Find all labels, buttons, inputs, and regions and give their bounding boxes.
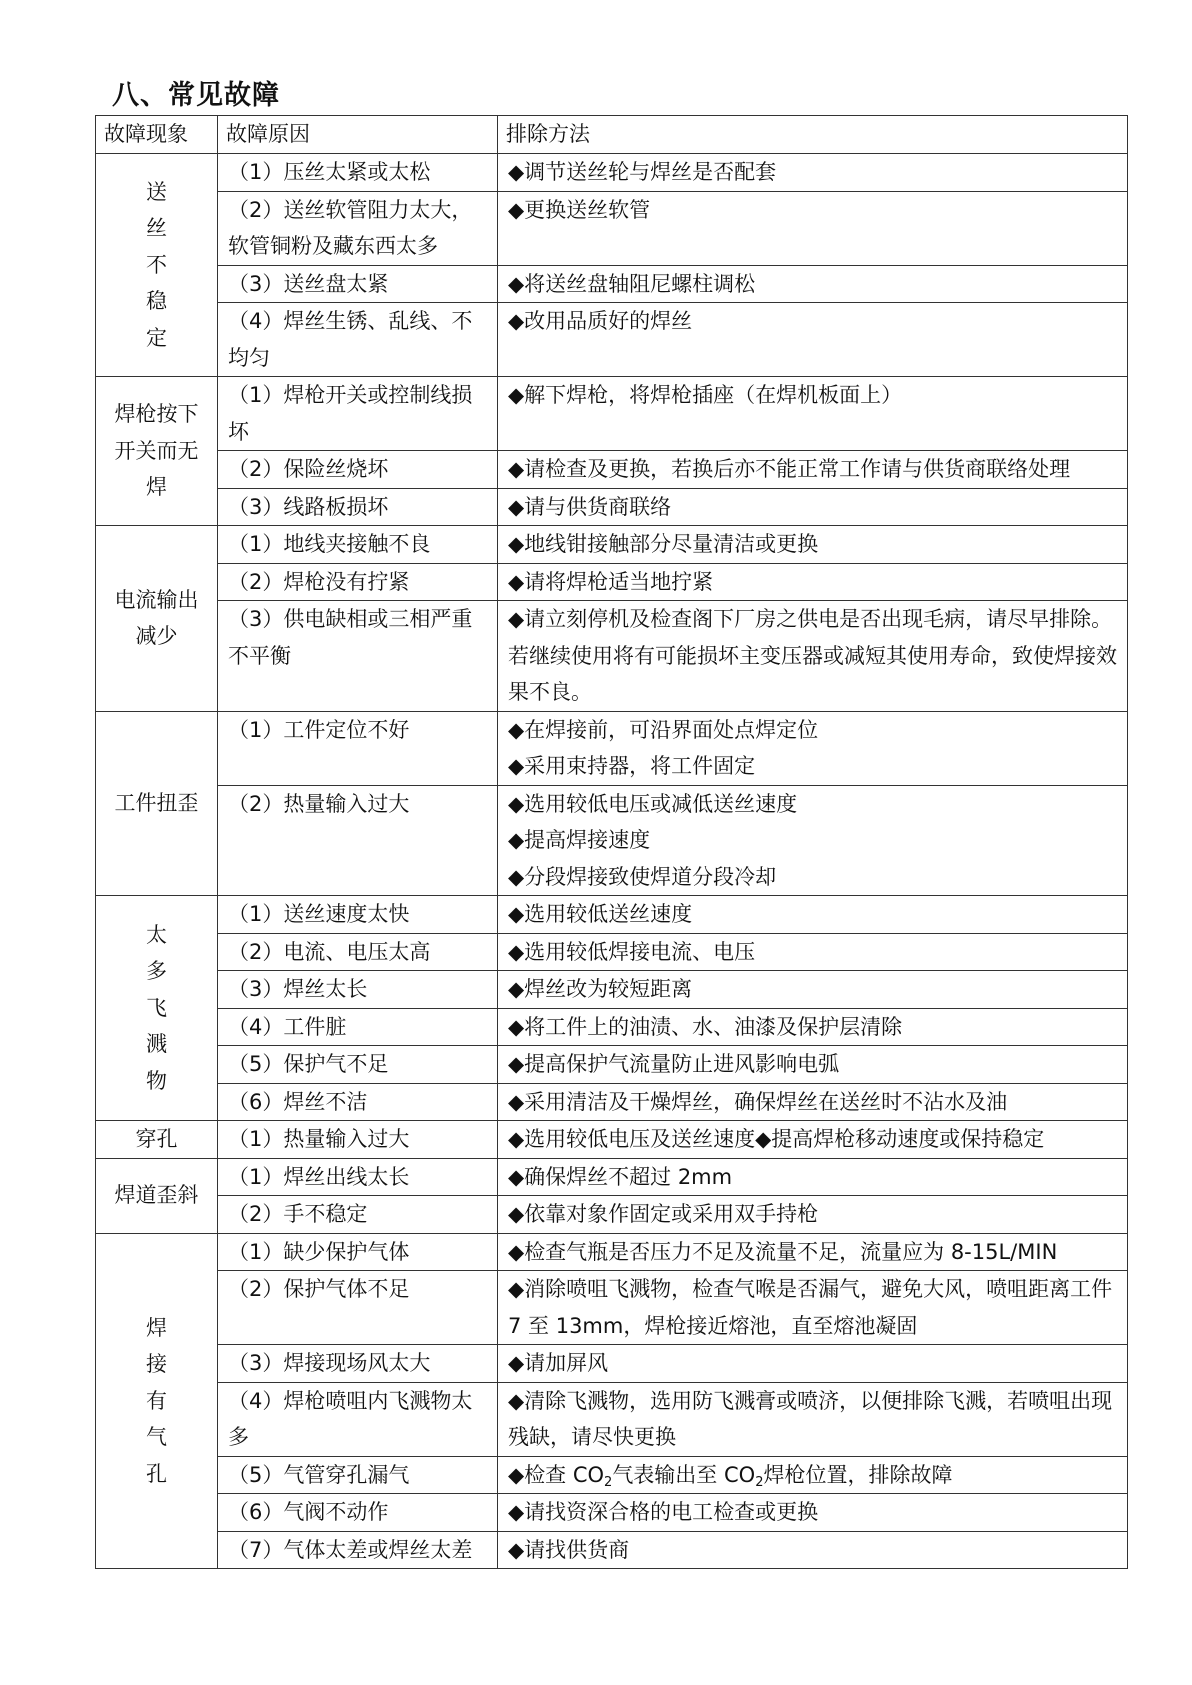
subscript: 2 bbox=[755, 1474, 764, 1490]
fix-cell: ◆地线钳接触部分尽量清洁或更换 bbox=[498, 526, 1128, 564]
troubleshooting-table bbox=[95, 115, 1128, 1569]
fix-cell: ◆请加屏风 bbox=[498, 1345, 1128, 1383]
cause-cell: （5）保护气不足 bbox=[218, 1046, 498, 1084]
header-row bbox=[96, 116, 1128, 154]
table-row bbox=[96, 1531, 1128, 1569]
cause-cell: （2）手不稳定 bbox=[218, 1196, 498, 1234]
cause-cell: （2）保险丝烧坏 bbox=[218, 451, 498, 489]
fix-cell: ◆将送丝盘轴阻尼螺柱调松 bbox=[498, 265, 1128, 303]
table-row bbox=[96, 377, 1128, 451]
cause-cell: （4）焊丝生锈、乱线、不均匀 bbox=[218, 303, 498, 377]
fix-cell: ◆将工件上的油渍、水、油漆及保护层清除 bbox=[498, 1008, 1128, 1046]
table-row bbox=[96, 1008, 1128, 1046]
cause-cell: （1）工件定位不好 bbox=[218, 711, 498, 785]
fix-cell: ◆请找供货商 bbox=[498, 1531, 1128, 1569]
fix-cell: ◆请找资深合格的电工检查或更换 bbox=[498, 1494, 1128, 1532]
cause-cell: （2）电流、电压太高 bbox=[218, 933, 498, 971]
fix-cell: ◆选用较低焊接电流、电压 bbox=[498, 933, 1128, 971]
cause-cell: （5）气管穿孔漏气 bbox=[218, 1456, 498, 1494]
fix-cell: ◆请将焊枪适当地拧紧 bbox=[498, 563, 1128, 601]
fix-cell: ◆在焊接前，可沿界面处点焊定位 ◆采用束持器，将工件固定 bbox=[498, 711, 1128, 785]
fix-cell: ◆确保焊丝不超过 2mm bbox=[498, 1158, 1128, 1196]
header-symptom: 故障现象 bbox=[96, 116, 218, 154]
fix-cell: ◆请立刻停机及检查阁下厂房之供电是否出现毛病，请尽早排除。若继续使用将有可能损坏主变压器或减短其使用寿命，致使焊接效果不良。 bbox=[498, 601, 1128, 712]
fix-cell: ◆检查气瓶是否压力不足及流量不足，流量应为 8-15L/MIN bbox=[498, 1233, 1128, 1271]
cause-cell: （2）热量输入过大 bbox=[218, 785, 498, 896]
table-row bbox=[96, 1456, 1128, 1494]
table-row bbox=[96, 971, 1128, 1009]
symptom-cell: 焊 接 有 气 孔 bbox=[96, 1233, 218, 1569]
fix-cell: ◆清除飞溅物，选用防飞溅膏或喷济，以便排除飞溅，若喷咀出现残缺，请尽快更换 bbox=[498, 1382, 1128, 1456]
table-row bbox=[96, 1121, 1128, 1159]
cause-cell: （1）送丝速度太快 bbox=[218, 896, 498, 934]
cause-cell: （1）焊丝出线太长 bbox=[218, 1158, 498, 1196]
cause-cell: （6）焊丝不洁 bbox=[218, 1083, 498, 1121]
fix-cell: ◆采用清洁及干燥焊丝，确保焊丝在送丝时不沾水及油 bbox=[498, 1083, 1128, 1121]
table-row bbox=[96, 601, 1128, 712]
cause-cell: （3）焊接现场风太大 bbox=[218, 1345, 498, 1383]
cause-cell: （1）压丝太紧或太松 bbox=[218, 154, 498, 192]
table-row bbox=[96, 1046, 1128, 1084]
cause-cell: （2）焊枪没有拧紧 bbox=[218, 563, 498, 601]
fix-cell: ◆依靠对象作固定或采用双手持枪 bbox=[498, 1196, 1128, 1234]
cause-cell: （1）焊枪开关或控制线损坏 bbox=[218, 377, 498, 451]
symptom-cell: 焊道歪斜 bbox=[96, 1158, 218, 1233]
table-row bbox=[96, 1382, 1128, 1456]
fix-cell: ◆提高保护气流量防止进风影响电弧 bbox=[498, 1046, 1128, 1084]
fix-cell: ◆改用品质好的焊丝 bbox=[498, 303, 1128, 377]
header-fix: 排除方法 bbox=[498, 116, 1128, 154]
table-row bbox=[96, 563, 1128, 601]
table-row bbox=[96, 526, 1128, 564]
table-row bbox=[96, 191, 1128, 265]
fix-cell: ◆更换送丝软管 bbox=[498, 191, 1128, 265]
cause-cell: （1）缺少保护气体 bbox=[218, 1233, 498, 1271]
fix-cell: ◆消除喷咀飞溅物，检查气喉是否漏气，避免大风，喷咀距离工件 7 至 13mm，焊枪接近熔池，直至熔池凝固 bbox=[498, 1271, 1128, 1345]
cause-cell: （3）线路板损坏 bbox=[218, 488, 498, 526]
cause-cell: （3）供电缺相或三相严重不平衡 bbox=[218, 601, 498, 712]
cause-cell: （1）地线夹接触不良 bbox=[218, 526, 498, 564]
table-row bbox=[96, 896, 1128, 934]
page-title: 八、常见故障 bbox=[112, 80, 280, 111]
symptom-cell: 穿孔 bbox=[96, 1121, 218, 1159]
table-row bbox=[96, 933, 1128, 971]
table-row bbox=[96, 154, 1128, 192]
table-row bbox=[96, 303, 1128, 377]
table-row bbox=[96, 488, 1128, 526]
table-row bbox=[96, 1345, 1128, 1383]
cause-cell: （6）气阀不动作 bbox=[218, 1494, 498, 1532]
symptom-cell: 送 丝 不 稳 定 bbox=[96, 154, 218, 377]
cause-cell: （4）工件脏 bbox=[218, 1008, 498, 1046]
table-row bbox=[96, 1233, 1128, 1271]
cause-cell: （7）气体太差或焊丝太差 bbox=[218, 1531, 498, 1569]
fix-cell: ◆请检查及更换，若换后亦不能正常工作请与供货商联络处理 bbox=[498, 451, 1128, 489]
fix-cell: ◆请与供货商联络 bbox=[498, 488, 1128, 526]
table-row bbox=[96, 451, 1128, 489]
fix-cell: ◆选用较低电压及送丝速度◆提高焊枪移动速度或保持稳定 bbox=[498, 1121, 1128, 1159]
table-row bbox=[96, 1083, 1128, 1121]
table-row bbox=[96, 1196, 1128, 1234]
symptom-cell: 太 多 飞 溅 物 bbox=[96, 896, 218, 1121]
cause-cell: （3）送丝盘太紧 bbox=[218, 265, 498, 303]
cause-cell: （1）热量输入过大 bbox=[218, 1121, 498, 1159]
table-row bbox=[96, 265, 1128, 303]
fix-cell: ◆焊丝改为较短距离 bbox=[498, 971, 1128, 1009]
fix-text: 气表输出至 CO bbox=[612, 1462, 756, 1487]
fix-cell: ◆调节送丝轮与焊丝是否配套 bbox=[498, 154, 1128, 192]
table-row bbox=[96, 711, 1128, 785]
symptom-cell: 工件扭歪 bbox=[96, 711, 218, 896]
table-row bbox=[96, 1158, 1128, 1196]
fix-cell: ◆选用较低电压或减低送丝速度 ◆提高焊接速度 ◆分段焊接致使焊道分段冷却 bbox=[498, 785, 1128, 896]
cause-cell: （2）保护气体不足 bbox=[218, 1271, 498, 1345]
cause-cell: （3）焊丝太长 bbox=[218, 971, 498, 1009]
fix-cell: ◆选用较低送丝速度 bbox=[498, 896, 1128, 934]
symptom-cell: 电流输出 减少 bbox=[96, 526, 218, 712]
cause-cell: （4）焊枪喷咀内飞溅物太多 bbox=[218, 1382, 498, 1456]
table-row bbox=[96, 1494, 1128, 1532]
cause-cell: （2）送丝软管阻力太大，软管铜粉及藏东西太多 bbox=[218, 191, 498, 265]
subscript: 2 bbox=[604, 1474, 613, 1490]
fix-cell bbox=[498, 1456, 1128, 1494]
fix-text: 焊枪位置，排除故障 bbox=[763, 1462, 953, 1487]
fix-cell: ◆解下焊枪，将焊枪插座（在焊机板面上） bbox=[498, 377, 1128, 451]
table-row bbox=[96, 1271, 1128, 1345]
header-cause: 故障原因 bbox=[218, 116, 498, 154]
fix-text: ◆检查 CO bbox=[508, 1462, 605, 1487]
symptom-cell: 焊枪按下 开关而无 焊 bbox=[96, 377, 218, 526]
table-row bbox=[96, 785, 1128, 896]
